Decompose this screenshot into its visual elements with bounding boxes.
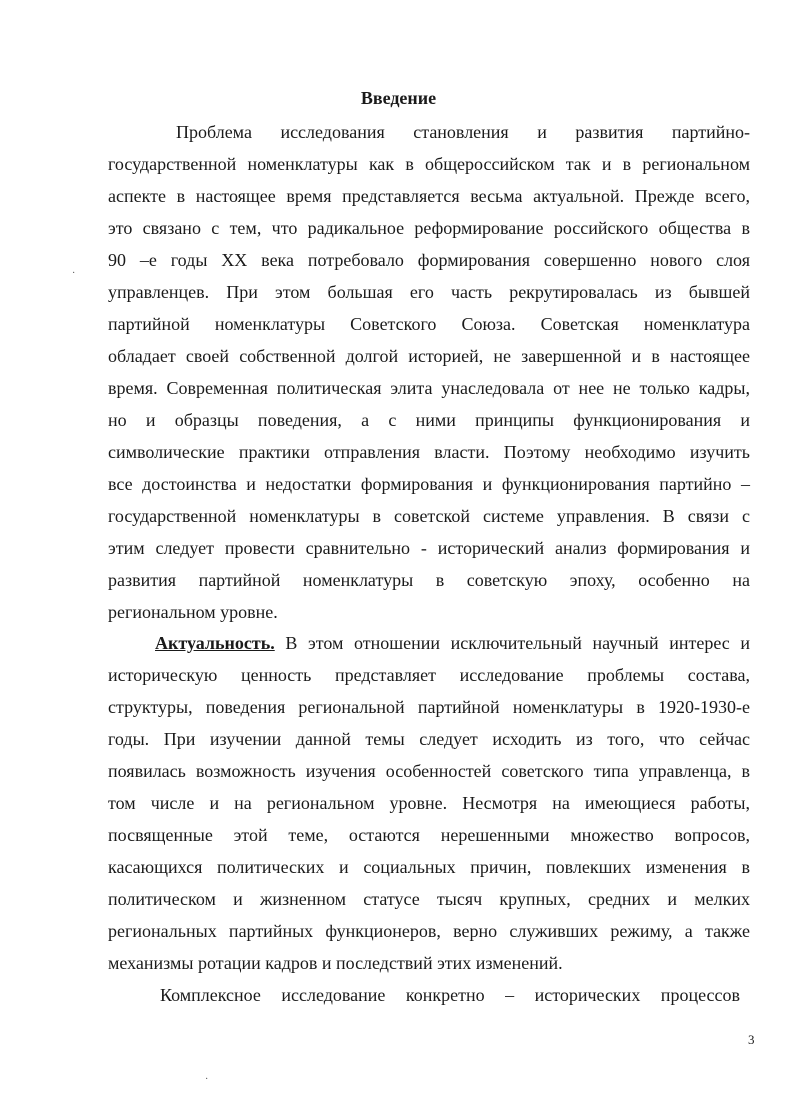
scan-speck: · bbox=[72, 268, 76, 279]
text-line: обладает своей собственной долгой историей, не завершенной и в настоящее bbox=[108, 346, 750, 366]
text-line: это связано с тем, что радикальное реформирование российского общества в bbox=[108, 218, 750, 238]
text-line: Комплексное исследование конкретно – исторических процессов bbox=[160, 985, 740, 1005]
text-line: годы. При изучении данной темы следует исходить из того, что сейчас bbox=[108, 729, 750, 749]
text-line: символические практики отправления власти. Поэтому необходимо изучить bbox=[108, 442, 750, 462]
text-line: историческую ценность представляет исследование проблемы состава, bbox=[108, 665, 750, 685]
text-span: В этом отношении исключительный научный интерес и bbox=[274, 633, 750, 653]
page-title: Введение bbox=[360, 88, 437, 108]
text-line: структуры, поведения региональной партийной номенклатуры в 1920-1930-е bbox=[108, 697, 750, 717]
text-line: но и образцы поведения, а с ними принципы функционирования и bbox=[108, 410, 750, 430]
text-line: региональном уровне. bbox=[108, 602, 278, 622]
text-line: этим следует провести сравнительно - исторический анализ формирования и bbox=[108, 538, 750, 558]
text-line: региональных партийных функционеров, верно служивших режиму, а также bbox=[108, 921, 750, 941]
text-line: появилась возможность изучения особенностей советского типа управленца, в bbox=[108, 761, 750, 781]
text-line bbox=[155, 627, 750, 659]
text-line: посвященные этой теме, остаются нерешенными множество вопросов, bbox=[108, 825, 750, 845]
text-line: время. Современная политическая элита унаследовала от нее не только кадры, bbox=[108, 378, 750, 398]
text-line: все достоинства и недостатки формирования и функционирования партийно – bbox=[108, 474, 750, 494]
text-line: развития партийной номенклатуры в советскую эпоху, особенно на bbox=[108, 570, 750, 590]
text-line: политическом и жизненном статусе тысяч крупных, средних и мелких bbox=[108, 889, 750, 909]
section-heading: Актуальность. bbox=[155, 633, 275, 653]
text-line: государственной номенклатуры как в общероссийском так и в региональном bbox=[108, 154, 750, 174]
text-line: государственной номенклатуры в советской системе управления. В связи с bbox=[108, 506, 750, 526]
text-line: касающихся политических и социальных причин, повлекших изменения в bbox=[108, 857, 750, 877]
text-line: управленцев. При этом большая его часть рекрутировалась из бывшей bbox=[108, 282, 750, 302]
text-line: аспекте в настоящее время представляется весьма актуальной. Прежде всего, bbox=[108, 186, 750, 206]
text-line: партийной номенклатуры Советского Союза. Советская номенклатура bbox=[108, 314, 750, 334]
text-line: том числе и на региональном уровне. Несмотря на имеющиеся работы, bbox=[108, 793, 750, 813]
scan-speck: · bbox=[205, 1074, 209, 1085]
text-line: 90 –е годы XX века потребовало формирования совершенно нового слоя bbox=[108, 250, 750, 270]
page-number: 3 bbox=[748, 1032, 755, 1047]
text-line: механизмы ротации кадров и последствий этих изменений. bbox=[108, 953, 563, 973]
text-line: Проблема исследования становления и развития партийно- bbox=[176, 122, 750, 142]
